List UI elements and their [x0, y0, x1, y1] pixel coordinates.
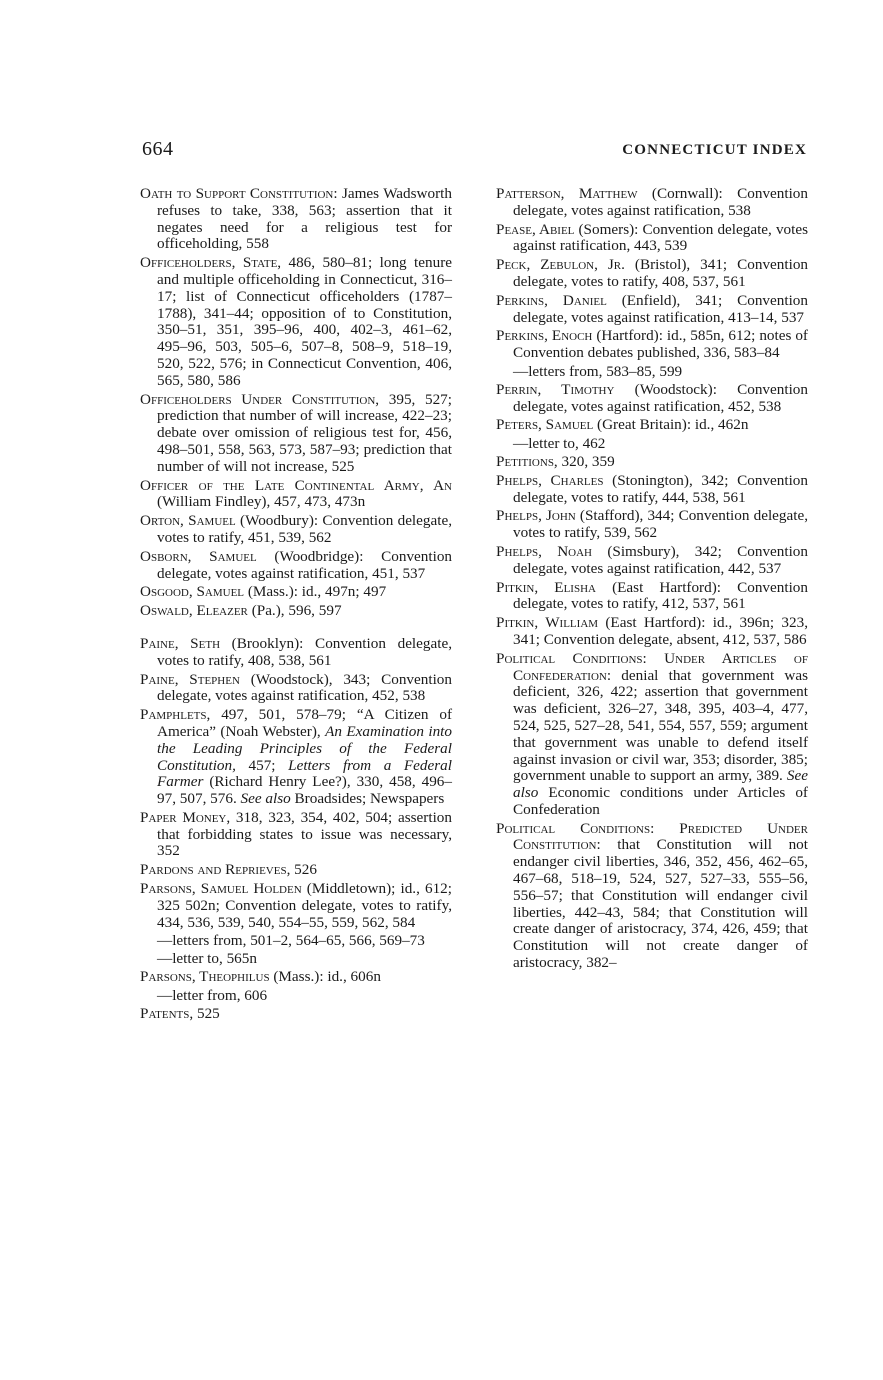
index-entry: Peck, Zebulon, Jr. (Bristol), 341; Convention delegate, votes to ratify, 408, 537, 561 — [496, 256, 809, 290]
index-entry: Pitkin, William (East Hartford): id., 396n; 323, 341; Convention delegate, absent, 412, 537, 586 — [496, 614, 808, 648]
index-entry: Osborn, Samuel (Woodbridge): Convention delegate, votes against ratification, 451, 537 — [140, 547, 453, 582]
index-subentry: —letter to, 565n — [157, 950, 257, 968]
index-column-right — [496, 186, 808, 974]
running-head: CONNECTICUT INDEX — [622, 142, 807, 158]
index-entry: Perkins, Daniel (Enfield), 341; Convention delegate, votes against ratification, 413–14, 537 — [496, 291, 808, 326]
index-entry: Patents, 525 — [140, 1004, 220, 1022]
index-entry: Phelps, Charles (Stonington), 342; Convention delegate, votes to ratify, 444, 538, 561 — [496, 471, 808, 506]
index-entry: Orton, Samuel (Woodbury): Convention delegate, votes to ratify, 451, 539, 562 — [140, 512, 452, 546]
index-entry: Oswald, Eleazer (Pa.), 596, 597 — [140, 602, 342, 620]
index-entry: Osgood, Samuel (Mass.): id., 497n; 497 — [140, 583, 387, 601]
index-column-left — [140, 186, 452, 1024]
index-entry: Phelps, Noah (Simsbury), 342; Convention delegate, votes against ratification, 442, 537 — [496, 542, 808, 577]
index-entry: Pease, Abiel (Somers): Convention delegate, votes against ratification, 443, 539 — [496, 220, 808, 255]
index-entry: Parsons, Samuel Holden (Middletown); id., 612; 325 502n; Convention delegate, votes to ratify, 434, 536, 539, 540, 554–55, 559, 562, 584 — [140, 880, 452, 931]
index-entry: Political Conditions: Predicted Under Constitution: that Constitution will not endanger civil liberties, 346, 352, 456, 462–65, 467–68, 518–19, 524, 527, 527–33, 555–56, 556–57; that Constitution will endanger civil liberties, 442–43, 584; that Constitution will create danger of aristocracy, 374, 426, 459; that Constitution will not create danger of aristocracy, 382– — [496, 819, 808, 972]
index-entry: Phelps, John (Stafford), 344; Convention delegate, votes to ratify, 539, 562 — [496, 507, 808, 542]
index-entry: Pardons and Reprieves, 526 — [140, 861, 317, 879]
index-subentry: —letter to, 462 — [513, 435, 606, 453]
index-entry: Perkins, Enoch (Hartford): id., 585n, 612; notes of Convention debates published, 336, 583–84 — [496, 327, 808, 362]
index-entry: Parsons, Theophilus (Mass.): id., 606n — [140, 968, 381, 986]
index-entry: Perrin, Timothy (Woodstock): Convention delegate, votes against ratification, 452, 538 — [496, 380, 808, 415]
index-entry: Patterson, Matthew (Cornwall): Convention delegate, votes against ratification, 538 — [496, 185, 808, 219]
index-entry: Paper Money, 318, 323, 354, 402, 504; assertion that forbidding states to issue was necessary, 352 — [140, 808, 452, 860]
index-subentry: —letters from, 501–2, 564–65, 566, 569–73 — [157, 932, 425, 950]
index-entry: Petitions, 320, 359 — [496, 452, 615, 470]
index-subentry: —letters from, 583–85, 599 — [513, 362, 683, 380]
index-entry: Pitkin, Elisha (East Hartford): Convention delegate, votes to ratify, 412, 537, 561 — [496, 578, 808, 613]
index-entry: Officeholders, State, 486, 580–81; long tenure and multiple officeholding in Connecticut, 316–17; list of Connecticut officeholders (1787–1788), 341–44; opposition of to Constitution, 350–51, 351, 395–96, 400, 402–3, 461–62, 495–96, 503, 505–6, 507–8, 508–9, 518–19, 520, 522, 576; in Connecticut Convention, 406, 565, 580, 586 — [140, 254, 452, 389]
index-entry: Officeholders Under Constitution, 395, 527; prediction that number of will increase, 422–23; debate over omission of religious test for, 456, 498–501, 558, 563, 573, 587–93; prediction that number of will not increase, 525 — [140, 390, 452, 475]
index-subentry: —letter from, 606 — [157, 986, 268, 1004]
index-entry: Political Conditions: Under Articles of Confederation: denial that government was deficient, 326, 422; assertion that government was deficient, 326–27, 348, 395, 403–4, 477, 524, 525, 527–28, 541, 554, 557, 559; argument that government was unable to defend itself against invasion or civil war, 353; disorder, 385; government unable to support an army, 389. See also Economic conditions under Articles of Confederation — [496, 649, 808, 818]
index-entry: Paine, Seth (Brooklyn): Convention delegate, votes to ratify, 408, 538, 561 — [140, 634, 452, 669]
index-entry: Pamphlets, 497, 501, 578–79; “A Citizen of America” (Noah Webster), An Examination into the Leading Principles of the Federal Constitution, 457; Letters from a Federal Farmer (Richard Henry Lee?), 330, 458, 496–97, 507, 576. See also Broadsides; Newspapers — [140, 706, 452, 808]
index-entry: Paine, Stephen (Woodstock), 343; Convention delegate, votes against ratification, 452, 538 — [140, 670, 452, 705]
page-number: 664 — [142, 138, 174, 160]
index-entry: Peters, Samuel (Great Britain): id., 462n — [496, 416, 749, 434]
index-entry: Officer of the Late Continental Army, An (William Findley), 457, 473, 473n — [140, 476, 452, 511]
index-entry: Oath to Support Constitution: James Wadsworth refuses to take, 338, 563; assertion that it negates need for a religious test for officeholding, 558 — [140, 185, 452, 253]
